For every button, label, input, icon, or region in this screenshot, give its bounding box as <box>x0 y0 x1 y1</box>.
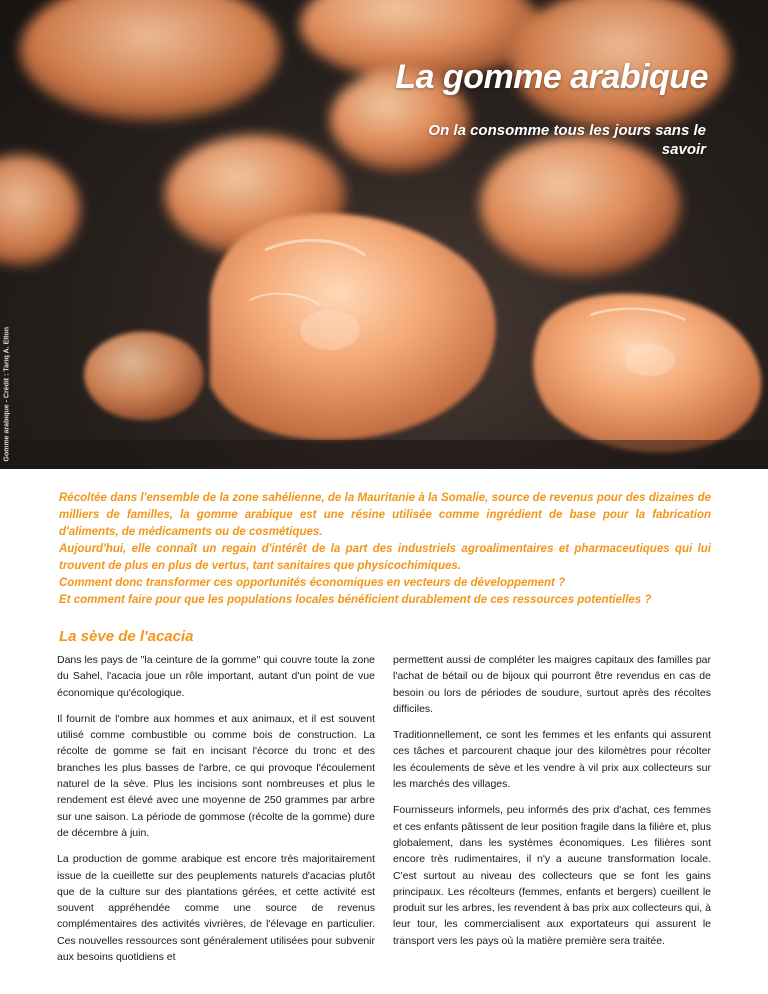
text-column-right <box>393 652 711 959</box>
hero-photo <box>0 0 768 469</box>
intro-paragraph: Comment donc transformer ces opportunités économiques en vecteurs de développement ? <box>59 577 566 589</box>
page-title: La gomme arabique <box>395 58 708 96</box>
body-paragraph: La production de gomme arabique est encore très majoritairement issue de la cueillette sur des peuplements naturels d'acacias plutôt que de la culture sur des plantations gérées, et cette activité est souvent appréhendée comme une source de revenus complémentaires des activités vivrières, de l'élevage en particulier. Ces nouvelles ressources sont généralement utilisées pour subvenir aux besoins quotidiens et <box>57 853 375 964</box>
body-paragraph: permettent aussi de compléter les maigres capitaux des familles par l'achat de bétail ou de bijoux qui pourront être revendus en cas de besoin ou lors de périodes de soudure, surtout après des récoltes difficiles. <box>393 654 711 715</box>
section-heading: La sève de l'acacia <box>59 628 194 645</box>
body-paragraph: Traditionnellement, ce sont les femmes et les enfants qui assurent ces tâches et parcourent chaque jour des kilomètres pour récolter les écoulements de sève et les vendre à vil prix aux collecteurs sur les marchés des villages. <box>393 729 711 791</box>
intro-paragraph: Récoltée dans l'ensemble de la zone sahélienne, de la Mauritanie à la Somalie, source de revenus pour des dizaines de milliers de familles, la gomme arabique est une résine utilisée comme ingrédient de base pour la fabrication d'aliments, de médicaments ou de cosmétiques. <box>59 492 711 538</box>
body-paragraph: Fournisseurs informels, peu informés des prix d'achat, ces femmes et ces enfants pâtissent de leur position fragile dans la filière et, plus globalement, dans les systèmes économiques. Les filières sont encore très rudimentaires, il n'y a aucune transformation locale. C'est surtout au niveau des collecteurs que se font les gains principaux. Les récolteurs (femmes, enfants et bergers) cueillent le produit sur les arbres, les revendent à bas prix aux collecteurs qui, à leur tour, les commercialisent aux exportateurs qui assurent le transport vers les pays où la matière première sera traitée. <box>393 804 711 947</box>
page-subtitle: On la consomme tous les jours sans le savoir <box>428 122 706 158</box>
resin-stone <box>0 155 80 265</box>
resin-stone <box>20 0 280 120</box>
text-column-left <box>57 652 375 975</box>
photo-credit: Gomme arabique - Crédit : Tariq A. Elton <box>3 326 11 462</box>
intro-paragraph: Et comment faire pour que les populations locales bénéficient durablement de ces ressources potentielles ? <box>59 594 652 606</box>
body-paragraph: Dans les pays de "la ceinture de la gomme" qui couvre toute la zone du Sahel, l'acacia joue un rôle important, autant d'un point de vue économique qu'écologique. <box>57 654 375 699</box>
resin-stone <box>84 332 203 421</box>
body-paragraph: Il fournit de l'ombre aux hommes et aux animaux, et il est souvent utilisé comme combustible ou comme bois de construction. La récolte de gomme se fait en incisant l'écorce du tronc et des branches les plus basses de l'arbre, ce qui provoque l'écoulement naturel de la sève. Plus les incisions sont nombreuses et plus le rendement est élevé avec une moyenne de 250 grammes par arbre sur une saison. La période de gommose (récolte de la gomme) dure de décembre à juin. <box>57 712 375 839</box>
intro-paragraph: Aujourd'hui, elle connaît un regain d'intérêt de la part des industriels agroalimentaires et pharmaceutiques qui lui trouvent de plus en plus de vertus, tant sanitaires que physicochimiques. <box>59 543 711 572</box>
intro-block <box>59 490 711 609</box>
